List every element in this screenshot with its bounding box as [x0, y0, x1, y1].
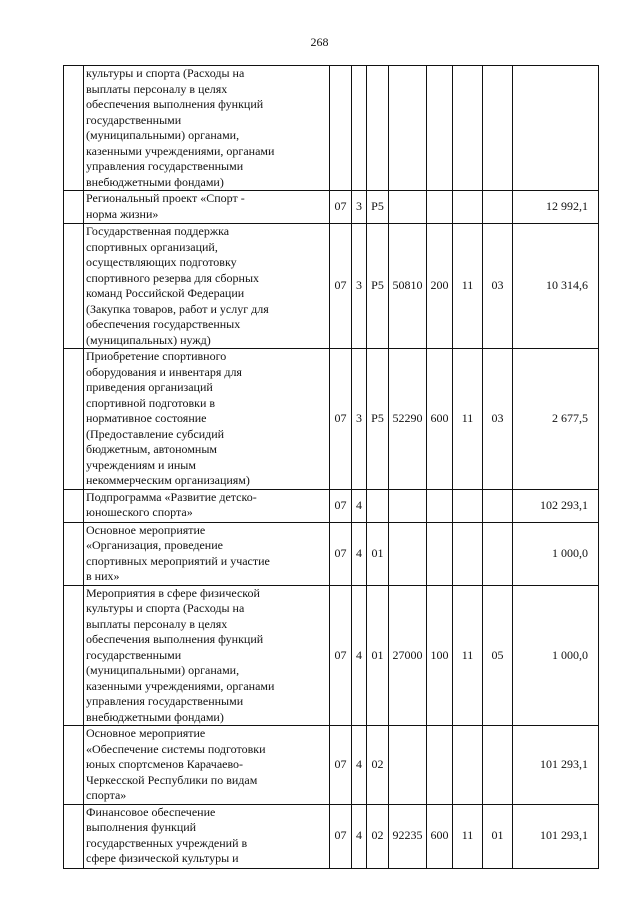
- table-row: [64, 66, 599, 191]
- row-margin-cell: [64, 489, 84, 522]
- row-name-line: (Предоставление субсидий: [86, 426, 225, 441]
- row-expense-type-code-cell: 600: [427, 804, 453, 868]
- row-name-line: спортивных мероприятий и участие: [86, 553, 270, 568]
- row-name-line: в них»: [86, 569, 120, 583]
- row-expense-type-code-cell: [427, 489, 453, 522]
- row-amount-cell: 101 293,1: [513, 804, 599, 868]
- row-subsection-code-cell: 3: [352, 191, 367, 224]
- row-subsection-code-cell: 4: [352, 585, 367, 726]
- row-margin-cell: [64, 349, 84, 490]
- row-name-line: обеспечения выполнения функций: [86, 632, 264, 646]
- row-amount-cell: 10 314,6: [513, 224, 599, 349]
- row-amount-cell: 102 293,1: [513, 489, 599, 522]
- row-name-line: оборудования и инвентаря для: [86, 364, 242, 379]
- row-name-line: управления государственными: [86, 159, 244, 173]
- table-body: [64, 66, 599, 869]
- row-section-code-cell: 07: [330, 522, 352, 585]
- row-function-code-1-cell: [453, 489, 483, 522]
- row-name-line: выполнения функций: [86, 820, 197, 834]
- row-program-code-cell: P5: [367, 349, 389, 490]
- row-target-item-code-cell: [389, 489, 427, 522]
- row-name-line: казенными учреждениями, органами: [86, 143, 275, 158]
- row-name-cell: [84, 191, 330, 224]
- row-name-cell: [84, 726, 330, 805]
- row-margin-cell: [64, 224, 84, 349]
- row-target-item-code-cell: [389, 726, 427, 805]
- row-name-cell: [84, 522, 330, 585]
- row-function-code-2-cell: [483, 522, 513, 585]
- row-target-item-code-cell: 27000: [389, 585, 427, 726]
- row-section-code-cell: 07: [330, 191, 352, 224]
- row-function-code-2-cell: [483, 726, 513, 805]
- row-subsection-code-cell: [352, 66, 367, 191]
- row-name-line: культуры и спорта (Расходы на: [86, 601, 245, 615]
- row-function-code-1-cell: [453, 522, 483, 585]
- row-name-line: Подпрограмма «Развитие детско-: [86, 489, 257, 504]
- row-subsection-code-cell: 4: [352, 726, 367, 805]
- row-name-line: (муниципальными) органами,: [86, 663, 240, 677]
- row-name-line: государственными: [86, 112, 182, 127]
- row-name-line: приведения организаций: [86, 380, 213, 394]
- row-name-line: внебюджетными фондами): [86, 174, 224, 189]
- row-name-line: спортивного резерва для сборных: [86, 270, 260, 285]
- row-function-code-1-cell: [453, 66, 483, 191]
- budget-table: [63, 65, 599, 869]
- row-name-line: бюджетным, автономным: [86, 442, 217, 456]
- row-name-line: Финансовое обеспечение: [86, 804, 216, 819]
- row-function-code-1-cell: [453, 726, 483, 805]
- row-margin-cell: [64, 66, 84, 191]
- row-section-code-cell: 07: [330, 585, 352, 726]
- row-name-line: команд Российской Федерации: [86, 286, 245, 300]
- row-section-code-cell: 07: [330, 224, 352, 349]
- row-margin-cell: [64, 804, 84, 868]
- row-target-item-code-cell: 92235: [389, 804, 427, 868]
- row-amount-cell: 12 992,1: [513, 191, 599, 224]
- row-subsection-code-cell: 4: [352, 489, 367, 522]
- row-expense-type-code-cell: [427, 522, 453, 585]
- row-name-line: спортивной подготовки в: [86, 395, 216, 410]
- row-target-item-code-cell: 52290: [389, 349, 427, 490]
- row-function-code-2-cell: 03: [483, 349, 513, 490]
- row-subsection-code-cell: 4: [352, 522, 367, 585]
- row-target-item-code-cell: [389, 66, 427, 191]
- table-row: [64, 349, 599, 490]
- row-name-line: внебюджетными фондами): [86, 709, 224, 724]
- row-function-code-2-cell: [483, 489, 513, 522]
- row-name-cell: [84, 349, 330, 490]
- table-row: [64, 585, 599, 726]
- row-name-line: сфере физической культуры и: [86, 851, 239, 865]
- row-name-cell: [84, 585, 330, 726]
- page-number: 268: [310, 35, 329, 49]
- row-name-line: государственных учреждений в: [86, 835, 248, 850]
- row-expense-type-code-cell: 600: [427, 349, 453, 490]
- row-name-line: Приобретение спортивного: [86, 349, 227, 363]
- row-subsection-code-cell: 3: [352, 224, 367, 349]
- row-name-line: Черкесской Республики по видам: [86, 772, 258, 787]
- row-name-line: «Организация, проведение: [86, 538, 223, 552]
- row-target-item-code-cell: 50810: [389, 224, 427, 349]
- table-row: [64, 489, 599, 522]
- row-program-code-cell: 02: [367, 726, 389, 805]
- row-section-code-cell: 07: [330, 804, 352, 868]
- row-name-line: Основное мероприятие: [86, 522, 206, 537]
- row-target-item-code-cell: [389, 522, 427, 585]
- row-name-line: выплаты персоналу в целях: [86, 81, 228, 96]
- table-row: [64, 522, 599, 585]
- row-expense-type-code-cell: 100: [427, 585, 453, 726]
- row-margin-cell: [64, 726, 84, 805]
- row-expense-type-code-cell: [427, 191, 453, 224]
- row-name-line: некоммерческим организациям): [86, 473, 250, 487]
- row-name-line: культуры и спорта (Расходы на: [86, 66, 245, 80]
- row-expense-type-code-cell: 200: [427, 224, 453, 349]
- row-name-line: «Обеспечение системы подготовки: [86, 741, 266, 756]
- row-name-cell: [84, 489, 330, 522]
- table-row: [64, 191, 599, 224]
- row-name-line: Государственная поддержка: [86, 224, 230, 238]
- row-subsection-code-cell: 4: [352, 804, 367, 868]
- row-name-line: нормативное состояние: [86, 411, 207, 425]
- row-margin-cell: [64, 585, 84, 726]
- row-section-code-cell: [330, 66, 352, 191]
- row-name-cell: [84, 804, 330, 868]
- row-amount-cell: 2 677,5: [513, 349, 599, 490]
- row-name-line: (Закупка товаров, работ и услуг для: [86, 301, 269, 316]
- table-row: [64, 804, 599, 868]
- row-function-code-1-cell: 11: [453, 349, 483, 490]
- row-subsection-code-cell: 3: [352, 349, 367, 490]
- row-name-cell: [84, 66, 330, 191]
- row-name-line: Мероприятия в сфере физической: [86, 585, 260, 600]
- row-program-code-cell: [367, 66, 389, 191]
- row-name-line: обеспечения выполнения функций: [86, 97, 264, 111]
- row-function-code-2-cell: 03: [483, 224, 513, 349]
- row-name-line: осуществляющих подготовку: [86, 255, 237, 269]
- row-margin-cell: [64, 191, 84, 224]
- row-program-code-cell: [367, 489, 389, 522]
- table-row: [64, 726, 599, 805]
- row-name-line: норма жизни»: [86, 206, 159, 221]
- row-margin-cell: [64, 522, 84, 585]
- row-name-line: учреждениям и иным: [86, 457, 196, 472]
- row-name-line: выплаты персоналу в целях: [86, 616, 228, 631]
- row-amount-cell: [513, 66, 599, 191]
- row-program-code-cell: P5: [367, 224, 389, 349]
- row-expense-type-code-cell: [427, 66, 453, 191]
- table-row: [64, 224, 599, 349]
- row-function-code-1-cell: 11: [453, 804, 483, 868]
- row-name-line: (муниципальных) нужд): [86, 332, 211, 347]
- row-section-code-cell: 07: [330, 726, 352, 805]
- row-name-line: государственными: [86, 647, 182, 662]
- row-name-line: казенными учреждениями, органами: [86, 678, 275, 693]
- row-expense-type-code-cell: [427, 726, 453, 805]
- row-program-code-cell: P5: [367, 191, 389, 224]
- row-program-code-cell: 01: [367, 585, 389, 726]
- row-name-cell: [84, 224, 330, 349]
- row-name-line: спорта»: [86, 788, 127, 802]
- row-section-code-cell: 07: [330, 349, 352, 490]
- row-name-line: юношеского спорта»: [86, 505, 193, 519]
- row-name-line: Региональный проект «Спорт -: [86, 191, 245, 205]
- row-section-code-cell: 07: [330, 489, 352, 522]
- row-name-line: юных спортсменов Карачаево-: [86, 757, 244, 771]
- row-function-code-2-cell: 05: [483, 585, 513, 726]
- row-function-code-1-cell: [453, 191, 483, 224]
- row-name-line: (муниципальными) органами,: [86, 128, 240, 142]
- row-amount-cell: 1 000,0: [513, 585, 599, 726]
- row-amount-cell: 101 293,1: [513, 726, 599, 805]
- row-function-code-2-cell: 01: [483, 804, 513, 868]
- row-function-code-2-cell: [483, 191, 513, 224]
- row-program-code-cell: 01: [367, 522, 389, 585]
- row-name-line: Основное мероприятие: [86, 726, 206, 740]
- row-target-item-code-cell: [389, 191, 427, 224]
- row-name-line: обеспечения государственных: [86, 317, 241, 331]
- row-name-line: управления государственными: [86, 694, 244, 708]
- row-function-code-2-cell: [483, 66, 513, 191]
- row-function-code-1-cell: 11: [453, 224, 483, 349]
- row-program-code-cell: 02: [367, 804, 389, 868]
- row-amount-cell: 1 000,0: [513, 522, 599, 585]
- row-name-line: спортивных организаций,: [86, 239, 218, 254]
- row-function-code-1-cell: 11: [453, 585, 483, 726]
